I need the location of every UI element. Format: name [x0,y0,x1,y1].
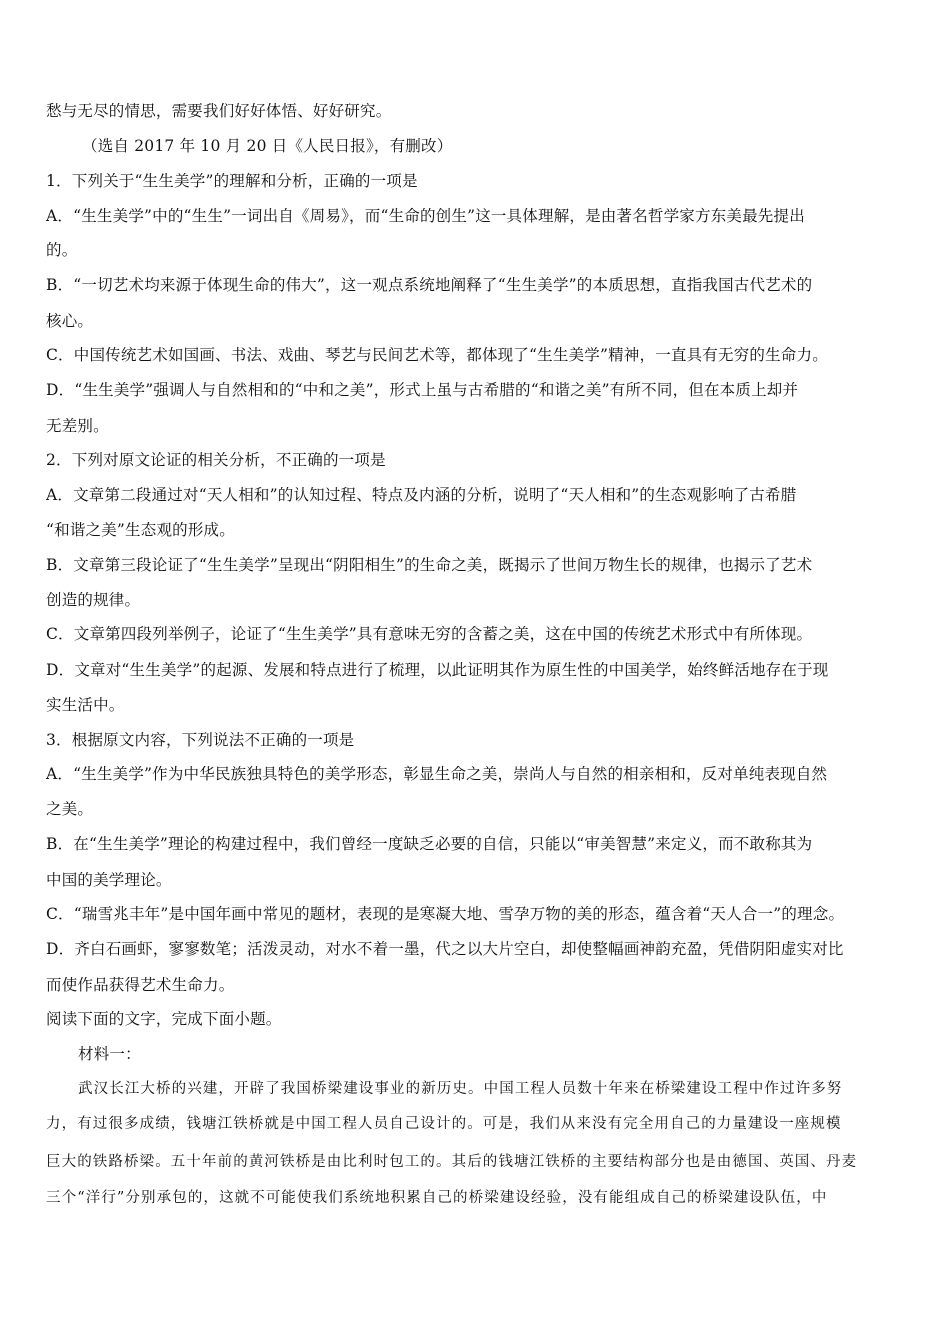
reading-instruction: 阅读下面的文字，完成下面小题。 [46,1010,282,1028]
option-a-line-2: “和谐之美”生态观的形成。 [46,521,235,539]
material-label: 材料一： [78,1045,141,1063]
option-b-line-1: B．在“生生美学”理论的构建过程中，我们曾经一度缺乏必要的自信，只能以“审美智慧”来定义，而不敢称其为 [46,835,813,853]
option-a-line-1: A．“生生美学”中的“生生”一词出自《周易》，而“生命的创生”这一具体理解，是由著名哲学家方东美最先提出 [46,207,805,225]
question-stem: 1．下列关于“生生美学”的理解和分析，正确的一项是 [46,172,418,190]
option-a-line-2: 之美。 [46,800,94,818]
option-a-line-1: A．“生生美学”作为中华民族独具特色的美学形态，彰显生命之美，崇尚人与自然的相亲相和，反对单纯表现自然 [46,765,828,783]
option-c-line-1: C．中国传统艺术如国画、书法、戏曲、琴艺与民间艺术等，都体现了“生生美学”精神，一直具有无穷的生命力。 [46,346,828,364]
option-a-line-2: 的。 [46,241,78,259]
material-line: 巨大的铁路桥梁。五十年前的黄河铁桥是由比利时包工的。其后的钱塘江铁桥的主要结构部分也是由德国、英国、丹麦 [46,1154,858,1170]
option-d-line-1: D．齐白石画虾，寥寥数笔；活泼灵动，对水不着一墨，代之以大片空白，却使整幅画神韵充盈，凭借阴阳虚实对比 [46,940,844,958]
option-d-line-2: 而使作品获得艺术生命力。 [46,976,235,994]
option-c-line-1: C．文章第四段列举例子，论证了“生生美学”具有意味无穷的含蓄之美，这在中国的传统艺术形式中有所体现。 [46,625,813,643]
option-d-line-2: 无差别。 [46,417,109,435]
material-line: 力，有过很多成绩，钱塘江铁桥就是中国工程人员自己设计的。可是，我们从来没有完全用自己的力量建设一座规模 [46,1116,842,1132]
option-b-line-2: 核心。 [46,312,94,330]
question-stem: 3．根据原文内容，下列说法不正确的一项是 [46,731,355,749]
option-b-line-1: B．文章第三段论证了“生生美学”呈现出“阴阳相生”的生命之美，既揭示了世间万物生长的规律，也揭示了艺术 [46,556,813,574]
passage-tail: 愁与无尽的情思，需要我们好好体悟、好好研究。 [46,102,392,120]
option-b-line-2: 创造的规律。 [46,591,141,609]
option-a-line-1: A．文章第二段通过对“天人相和”的认知过程、特点及内涵的分析，说明了“天人相和”的生态观影响了古希腊 [46,486,797,504]
option-d-line-1: D．文章对“生生美学”的起源、发展和特点进行了梳理，以此证明其作为原生性的中国美学，始终鲜活地存在于现 [46,661,829,679]
question-stem: 2．下列对原文论证的相关分析，不正确的一项是 [46,451,386,469]
material-line: 三个“洋行”分别承包的，这就不可能使我们系统地积累自己的桥梁建设经验，没有能组成自己的桥梁建设队伍，中 [46,1190,828,1206]
option-d-line-2: 实生活中。 [46,696,125,714]
option-d-line-1: D．“生生美学”强调人与自然相和的“中和之美”，形式上虽与古希腊的“和谐之美”有所不同，但在本质上却并 [46,381,799,399]
material-line: 武汉长江大桥的兴建，开辟了我国桥梁建设事业的新历史。中国工程人员数十年来在桥梁建设工程中作过许多努 [78,1081,843,1097]
source-note: （选自 2017 年 10 月 20 日《人民日报》，有删改） [82,137,453,155]
option-b-line-2: 中国的美学理论。 [46,871,172,889]
option-b-line-1: B．“一切艺术均来源于体现生命的伟大”，这一观点系统地阐释了“生生美学”的本质思想，直指我国古代艺术的 [46,276,813,294]
option-c-line-1: C．“瑞雪兆丰年”是中国年画中常见的题材，表现的是寒凝大地、雪孕万物的美的形态，蕴含着“天人合一”的理念。 [46,905,845,923]
